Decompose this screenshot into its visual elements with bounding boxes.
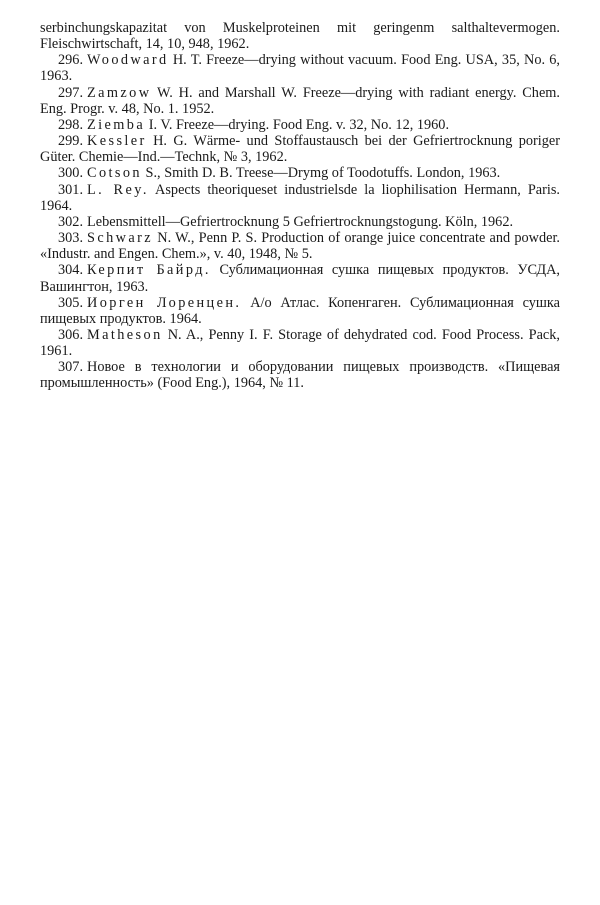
reference-text: serbinchungskapazitat von Muskelproteinen mit geringenm salthaltevermogen. Fleischwirtschaft, 14, 10, 948, 1962. (40, 20, 560, 53)
reference-entry (40, 295, 560, 327)
reference-text: Сублимационная сушка пищевых продуктов. УСДА, Вашингтон, 1963. (40, 262, 561, 295)
reference-entry (40, 182, 560, 214)
reference-number: 306. (58, 326, 84, 343)
reference-number: 305. (58, 294, 84, 311)
reference-author: Schwarz (87, 230, 154, 247)
reference-number: 302. (58, 213, 84, 230)
reference-author: Matheson (87, 326, 163, 343)
reference-entry (40, 230, 560, 262)
reference-author: Cotson (87, 165, 142, 182)
reference-text: Lebensmittell—Gefriertrocknung 5 Gefriertrocknungstogung. Köln, 1962. (87, 213, 514, 230)
reference-number: 304. (58, 262, 84, 279)
reference-text: I. V. Freeze—drying. Food Eng. v. 32, No. 12, 1960. (148, 116, 450, 133)
reference-entry (40, 52, 560, 84)
reference-number: 300. (58, 165, 84, 182)
reference-text: W. H. and Marshall W. Freeze—drying with radiant energy. Chem. Eng. Progr. v. 48, No. 1. 1952. (40, 84, 560, 117)
bibliography-page (40, 20, 560, 392)
reference-number: 299. (58, 133, 84, 150)
reference-number: 301. (58, 181, 84, 198)
reference-number: 297. (58, 84, 84, 101)
reference-entry (40, 165, 560, 181)
reference-entry (40, 359, 560, 391)
reference-text: H. T. Freeze—drying without vacuum. Food Eng. USA, 35, No. 6, 1963. (40, 52, 561, 85)
reference-text: Новое в технологии и оборудовании пищевых производств. «Пищевая промышленность» (Food Eng.), 1964, № 11. (40, 359, 560, 392)
reference-text: N. A., Penny I. F. Storage of dehydrated cod. Food Process. Pack, 1961. (40, 326, 561, 360)
reference-author: Zamzow (87, 84, 152, 101)
reference-author: L. Rey. (87, 181, 149, 198)
reference-author: Woodward (87, 52, 169, 69)
reference-entry (40, 117, 560, 133)
reference-author: Иорген Лоренцен. (87, 294, 242, 311)
reference-text: Aspects theoriqueset industrielsde la liophilisation Hermann, Paris. 1964. (40, 181, 560, 214)
reference-number: 296. (58, 52, 84, 69)
reference-entry (40, 133, 560, 165)
reference-text: H. G. Wärme- und Stoffaustausch bei der Gefriertrocknung poriger Güter. Chemie—Ind.—Technk, № 3, 1962. (40, 133, 560, 166)
reference-entry (40, 214, 560, 230)
reference-author: Керпит Байрд. (87, 262, 211, 279)
reference-number: 303. (58, 230, 84, 247)
reference-text: A/o Атлас. Копенгаген. Сублимационная сушка пищевых продуктов. 1964. (40, 294, 560, 327)
reference-text: S., Smith D. B. Treese—Drymg of Toodotuffs. London, 1963. (145, 165, 501, 182)
reference-author: Ziemba (87, 116, 146, 133)
reference-number: 298. (58, 116, 84, 133)
reference-entry (40, 20, 560, 52)
reference-author: Kessler (87, 133, 147, 150)
reference-entry (40, 327, 560, 359)
reference-text: N. W., Penn P. S. Production of orange juice concentrate and powder. «Industr. and Engen. Chem.», v. 40, 1948, № 5. (40, 230, 560, 263)
reference-entry (40, 85, 560, 117)
reference-entry (40, 262, 560, 294)
reference-number: 307. (58, 359, 84, 376)
